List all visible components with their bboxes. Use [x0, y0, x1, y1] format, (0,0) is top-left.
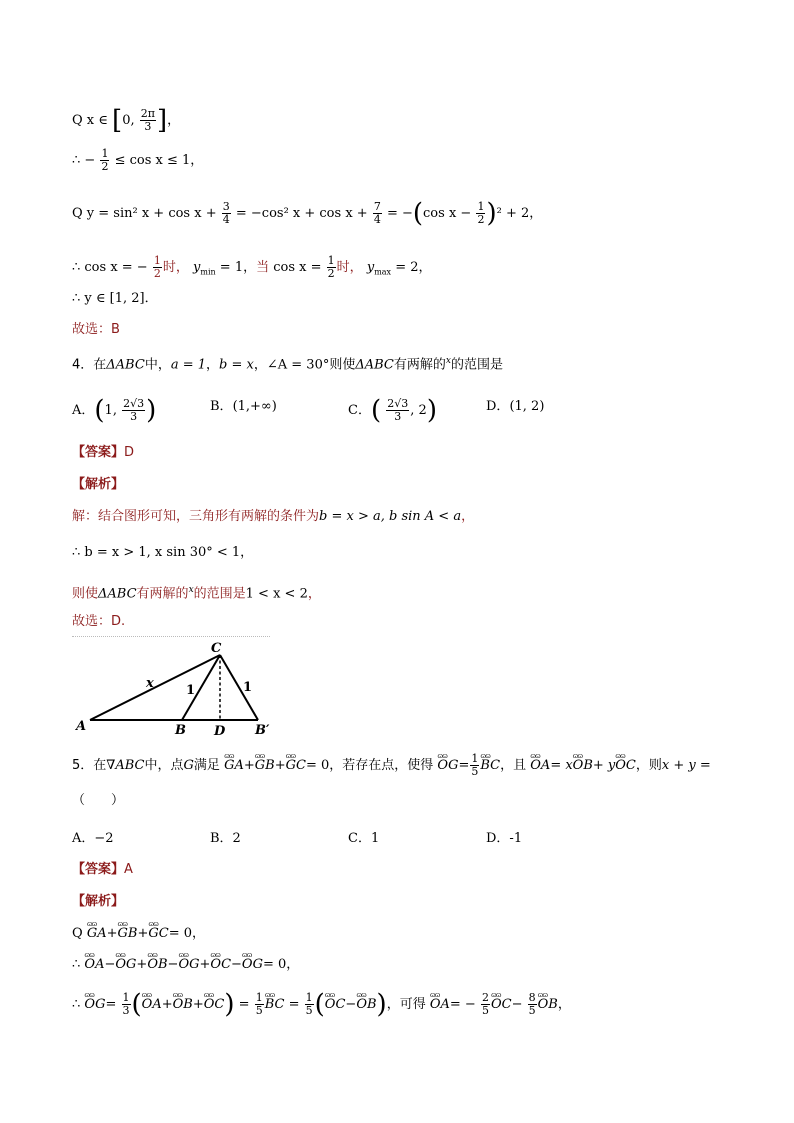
- y-expression-line: Q y = sin² x + cos x + $\frac{3}{4}$ = −cos² x + cos x + $\frac{7}{4}$ = −(cos x − $\frac{1}{2}$ )² + 2，: [72, 198, 543, 229]
- prev-choice: 故选：B: [72, 322, 120, 337]
- label-b: B: [175, 723, 186, 738]
- q5-step-3: ∴ ɷɷ OG= $\frac{1}{3}$ (ɷɷ OA+ɷɷ OB+ɷɷ OC) = $\frac{1}{5}$ ɷɷ BC = $\frac{1}{5}$ (ɷɷ OC−ɷɷ OB)，可得 ɷɷ OA= − $\frac{2}{5}$ ɷɷ OC− $\frac{8}{5}$ ɷɷ OB，: [72, 992, 571, 1017]
- divider: [72, 636, 270, 637]
- q5-step-1: Q ɷɷ GA+ɷɷ GB+ɷɷ GC= 0，: [72, 926, 205, 942]
- q4-option-b: B．(1,+∞): [210, 399, 277, 414]
- q5-analysis-tag: 【解析】: [72, 894, 125, 909]
- q4-answer: 【答案】D: [72, 445, 135, 460]
- q5-option-c: C．1: [348, 831, 380, 846]
- label-b-prime: B′: [255, 723, 270, 738]
- q5-option-a: A．−2: [72, 831, 114, 846]
- label-a: A: [76, 719, 87, 734]
- cos-range-line: ∴ − $\frac{1}{2}$ ≤ cos x ≤ 1，: [72, 147, 204, 173]
- triangle-figure: [72, 638, 282, 738]
- label-x: x: [146, 676, 154, 691]
- q4-option-c: C．( $\frac{2√3}{3}$ , 2): [348, 395, 437, 426]
- label-1-right: 1: [243, 680, 253, 695]
- q5-answer: 【答案】A: [72, 862, 133, 877]
- q5-option-b: B．2: [210, 831, 241, 846]
- q4-analysis-tag: 【解析】: [72, 477, 125, 492]
- q4-option-d: D．(1, 2): [486, 399, 545, 414]
- side-cb-prime: [220, 655, 258, 720]
- extrema-line: ∴ cos x = − $\frac{1}{2}$ 时， $y_{min} = 1$，当 cos x = $\frac{1}{2}$ 时， $y_{max} = 2$，: [72, 254, 432, 280]
- q4-solution-line-3: 则使ΔABC有两解的$^x$的范围是1 < x < 2，: [72, 585, 321, 602]
- label-d: D: [214, 724, 226, 738]
- q5-stem: 5．在∇ABC中，点G满足 ɷɷ GA+ɷɷ GB+ɷɷ GC= 0，若存在点，使得 ɷɷ OG= $\frac{1}{5}$ ɷɷ BC，且 ɷɷ OA= xɷɷ OB+ yɷɷ OC，则x + y =: [72, 753, 711, 778]
- result-line: ∴ y ∈ [1, 2]．: [72, 291, 158, 306]
- q4-solution-line-1: 解：结合图形可知，三角形有两解的条件为b = x > a, b sin A < a，: [72, 509, 475, 524]
- q4-choice: 故选：D.: [72, 614, 126, 629]
- label-c: C: [211, 641, 222, 656]
- q4-option-a: A．(1, $\frac{2√3}{3}$ ): [72, 395, 157, 426]
- domain-line: Q x ∈ [0, $\frac{2\pi}{3}$ ]，: [72, 105, 181, 136]
- q5-option-d: D．-1: [486, 831, 523, 846]
- label-1-left: 1: [186, 683, 196, 698]
- q5-step-2: ∴ ɷɷ OA−ɷɷ OG+ɷɷ OB−ɷɷ OG+ɷɷ OC−ɷɷ OG= 0，: [72, 957, 299, 973]
- q5-paren: （ ）: [72, 793, 125, 808]
- q4-solution-line-2: ∴ b = x > 1, x sin 30° < 1，: [72, 545, 254, 560]
- q4-stem: 4．在ΔABC中，a = 1，b = x，∠A = 30°则使ΔABC有两解的$^x$的范围是: [72, 356, 503, 373]
